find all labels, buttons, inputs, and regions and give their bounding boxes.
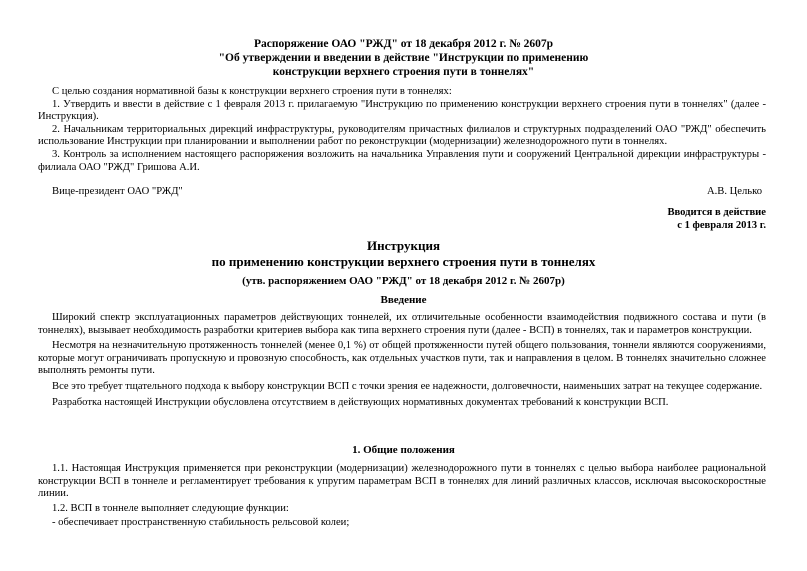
general-paragraph: 1.2. ВСП в тоннеле выполняет следующие функции:	[52, 502, 289, 514]
order-title-line-3: конструкции верхнего строения пути в тоннелях"	[272, 66, 535, 78]
order-paragraph: 1. Утвердить и ввести в действие с 1 февраля 2013 г. прилагаемую "Инструкцию по применению конструкции верхнего строения пути в тоннелях" (далее - Инструкция).	[38, 98, 766, 123]
signer-name: А.В. Целько	[706, 186, 762, 197]
order-body	[38, 86, 766, 174]
general-paragraph: - обеспечивает пространственную стабильность рельсовой колеи;	[52, 517, 350, 529]
intro-paragraph: Несмотря на незначительную протяженность тоннелей (менее 0,1 %) от общей протяженности путей общего пользования, тоннели являются сооружениями, которые могут ограничивать пропускную и провозную способность, как отдельных участков пути, так и направления в целом. В тоннелях значительно сложнее выполнять ремонты пути.	[38, 340, 766, 377]
general-paragraph: 1.1. Настоящая Инструкция применяется при реконструкции (модернизации) железнодорожного пути в тоннелях с целью выбора наиболее рациональной конструкции ВСП в тоннеле и регламентирует требования к упругим параметрам ВСП в тоннелях для линий различных классов, исключая высокоскоростные линии.	[38, 463, 766, 500]
instruction-subtitle: по применению конструкции верхнего строения пути в тоннелях	[211, 254, 596, 269]
effective-date-line-1: Вводится в действие	[667, 207, 766, 218]
order-paragraph: 3. Контроль за исполнением настоящего распоряжения возложить на начальника Управления пути и сооружений Центральной дирекции инфраструктуры - филиала ОАО "РЖД" Гришова А.И.	[38, 148, 766, 173]
intro-paragraph: Разработка настоящей Инструкции обусловлена отсутствием в действующих нормативных документах требований к конструкции ВСП.	[52, 396, 669, 408]
intro-paragraph: Все это требует тщательного подхода к выбору конструкции ВСП с точки зрения ее надежности, долговечности, наименьших затрат на текущее содержание.	[52, 380, 763, 392]
instruction-approval: (утв. распоряжением ОАО "РЖД" от 18 декабря 2012 г. № 2607р)	[242, 275, 565, 287]
general-provisions-body	[38, 463, 766, 530]
effective-date-line-2: с 1 февраля 2013 г.	[677, 220, 766, 231]
intro-paragraph: Широкий спектр эксплуатационных параметров действующих тоннелей, их отличительные особенности взаимодействия подвижного состава и пути (в тоннелях), вызывает необходимость разработки критериев выбора как типа верхнего строения пути (далее - ВСП) в тоннелях, так и параметров конструкции.	[38, 312, 766, 336]
instruction-title: Инструкция	[367, 238, 440, 253]
order-paragraph: 2. Начальникам территориальных дирекций инфраструктуры, руководителям причастных филиалов и структурных подразделений ОАО "РЖД" обеспечить использование Инструкции при планировании и выполнении работ по реконструкции (модернизации) железнодорожного пути в тоннелях.	[38, 123, 766, 148]
section-heading-intro: Введение	[380, 294, 427, 306]
order-paragraph: С целью создания нормативной базы к конструкции верхнего строения пути в тоннелях:	[52, 86, 452, 97]
signer-title: Вице-президент ОАО "РЖД"	[52, 186, 183, 197]
order-title-line-2: "Об утверждении и введении в действие "Инструкции по применению	[218, 52, 589, 64]
order-title-line-1: Распоряжение ОАО "РЖД" от 18 декабря 2012 г. № 2607р	[253, 38, 554, 50]
intro-body	[38, 312, 766, 409]
section-heading-general: 1. Общие положения	[352, 444, 455, 456]
